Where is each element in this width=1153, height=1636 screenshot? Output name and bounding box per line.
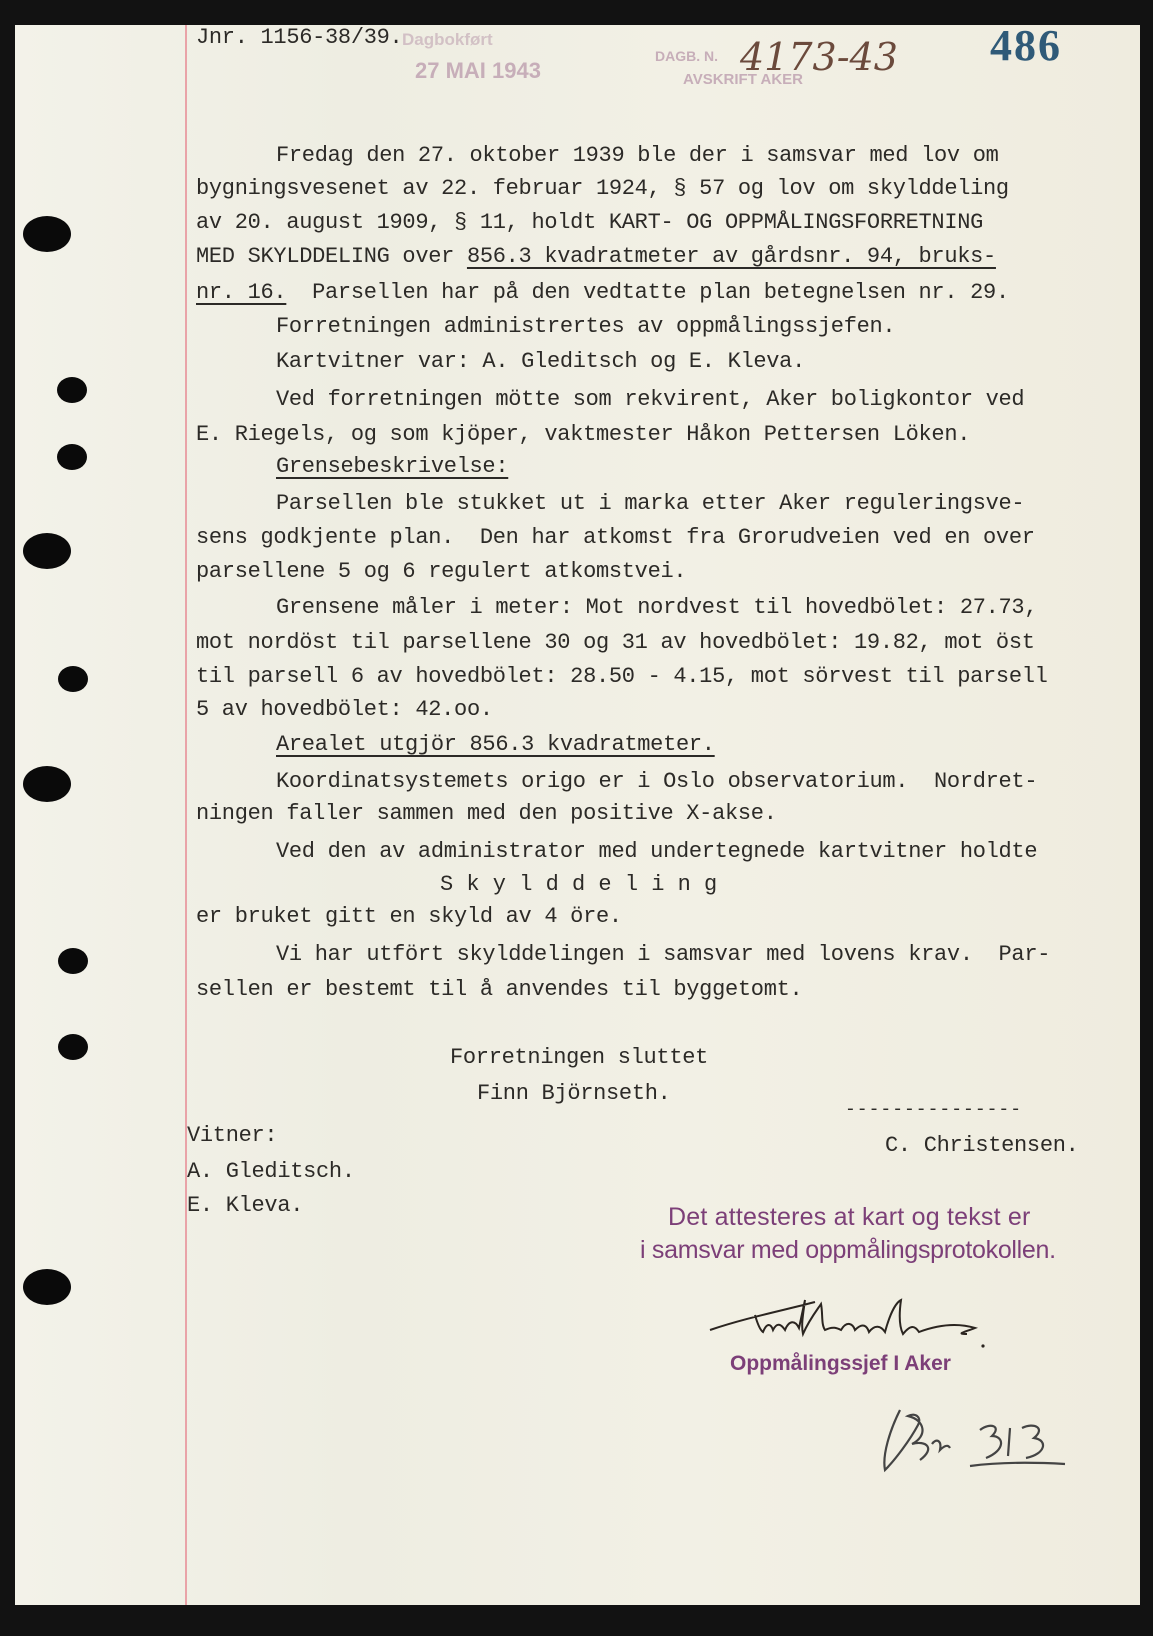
line-text: Forretningen administrertes av oppmålingssjefen. bbox=[276, 314, 896, 339]
punch-hole bbox=[57, 377, 87, 403]
attestation-line-2: i samsvar med oppmålingsprotokollen. bbox=[640, 1236, 1056, 1264]
line-text: bygningsvesenet av 22. februar 1924, § 57 og lov om skylddeling bbox=[196, 176, 1009, 201]
line-text: av 20. august 1909, § 11, holdt KART- OG OPPMÅLINGSFORRETNING bbox=[196, 210, 984, 235]
body-line bbox=[196, 210, 983, 236]
closing-line-2: Finn Björnseth. bbox=[477, 1081, 671, 1106]
line-text: MED SKYLDDELING over bbox=[196, 244, 467, 269]
body-line bbox=[276, 491, 1024, 517]
witness-label: Vitner: bbox=[187, 1123, 278, 1148]
punch-hole bbox=[57, 444, 87, 470]
stamp-dagb-label: DAGB. N. bbox=[655, 48, 718, 64]
stamp-title: Oppmålingssjef I Aker bbox=[730, 1352, 951, 1375]
body-line bbox=[276, 595, 1037, 621]
stamp-avskrift: AVSKRIFT AKER bbox=[683, 71, 803, 88]
line-text: Grensene måler i meter: Mot nordvest til hovedbölet: 27.73, bbox=[276, 595, 1038, 620]
underlined-text: 856.3 kvadratmeter av gårdsnr. 94, bruks- bbox=[466, 244, 996, 269]
line-text: parsellene 5 og 6 regulert atkomstvei. bbox=[196, 559, 687, 584]
body-line bbox=[276, 349, 805, 375]
closing-line-1: Forretningen sluttet bbox=[450, 1045, 709, 1070]
underlined-text: nr. 16. bbox=[196, 280, 287, 305]
body-line bbox=[196, 904, 622, 930]
attestation-line-1: Det attesteres at kart og tekst er bbox=[668, 1203, 1031, 1231]
punch-hole bbox=[23, 1269, 71, 1305]
line-text: Parsellen har på den vedtatte plan betegnelsen nr. 29. bbox=[286, 280, 1009, 305]
body-line bbox=[276, 732, 715, 758]
body-line bbox=[276, 839, 1037, 865]
line-text: mot nordöst til parsellene 30 og 31 av hovedbölet: 19.82, mot öst bbox=[196, 630, 1035, 655]
underlined-text: Arealet utgjör 856.3 kvadratmeter. bbox=[276, 732, 715, 757]
body-line bbox=[276, 942, 1050, 968]
line-text: 5 av hovedbölet: 42.oo. bbox=[196, 697, 493, 722]
body-line bbox=[276, 387, 1024, 413]
body-line bbox=[196, 697, 493, 723]
punch-hole bbox=[23, 533, 71, 569]
punch-hole bbox=[23, 766, 71, 802]
line-text: Parsellen ble stukket ut i marka etter Aker reguleringsve- bbox=[276, 491, 1025, 516]
underlined-text: Grensebeskrivelse: bbox=[276, 454, 509, 479]
body-line bbox=[440, 872, 717, 898]
line-text: ningen faller sammen med den positive X-akse. bbox=[196, 801, 777, 826]
body-line bbox=[196, 280, 1009, 306]
body-line bbox=[276, 314, 895, 340]
journal-number: Jnr. 1156-38/39. bbox=[196, 25, 403, 50]
body-line bbox=[196, 801, 777, 827]
witness-2: E. Kleva. bbox=[187, 1193, 304, 1218]
body-line bbox=[276, 769, 1037, 795]
punch-hole bbox=[58, 666, 88, 692]
punch-hole bbox=[23, 216, 71, 252]
body-line bbox=[196, 244, 996, 270]
body-line bbox=[276, 143, 999, 169]
line-text: Fredag den 27. oktober 1939 ble der i samsvar med lov om bbox=[276, 143, 999, 168]
signature-dashes: --------------- bbox=[845, 1100, 1023, 1120]
line-text: sens godkjente plan. Den har atkomst fra Grorudveien ved en over bbox=[196, 525, 1035, 550]
line-text: Koordinatsystemets origo er i Oslo observatorium. Nordret- bbox=[276, 769, 1038, 794]
line-text: er bruket gitt en skyld av 4 öre. bbox=[196, 904, 622, 929]
line-text: Vi har utfört skylddelingen i samsvar med lovens krav. Par- bbox=[276, 942, 1051, 967]
punch-hole bbox=[58, 948, 88, 974]
body-line bbox=[196, 176, 1009, 202]
line-text: E. Riegels, og som kjöper, vaktmester Håkon Pettersen Löken. bbox=[196, 422, 971, 447]
page-number: 486 bbox=[990, 21, 1062, 70]
signatory-name: C. Christensen. bbox=[885, 1133, 1079, 1158]
body-line bbox=[196, 422, 970, 448]
handwritten-reference: 4173-43 bbox=[740, 35, 898, 79]
line-text: sellen er bestemt til å anvendes til byggetomt. bbox=[196, 977, 803, 1002]
line-text: til parsell 6 av hovedbölet: 28.50 - 4.15, mot sörvest til parsell bbox=[196, 664, 1048, 689]
line-text: Kartvitner var: A. Gleditsch og E. Kleva. bbox=[276, 349, 805, 374]
body-line bbox=[196, 630, 1035, 656]
line-text: Ved den av administrator med undertegnede kartvitner holdte bbox=[276, 839, 1038, 864]
handwritten-note bbox=[870, 1400, 1070, 1480]
stamp-received-date: 27 MAI 1943 bbox=[415, 58, 541, 83]
body-line bbox=[196, 559, 686, 585]
signature-finn-bjornseth bbox=[705, 1290, 1005, 1360]
body-line bbox=[196, 664, 1048, 690]
body-line bbox=[276, 454, 508, 480]
line-text: S k y l d d e l i n g bbox=[440, 872, 718, 897]
body-line bbox=[196, 977, 802, 1003]
stamp-received-label: Dagbokført bbox=[402, 30, 493, 49]
body-line bbox=[196, 525, 1035, 551]
line-text: Ved forretningen mötte som rekvirent, Aker boligkontor ved bbox=[276, 387, 1025, 412]
margin-line bbox=[185, 25, 187, 1605]
witness-1: A. Gleditsch. bbox=[187, 1159, 355, 1184]
punch-hole bbox=[58, 1034, 88, 1060]
